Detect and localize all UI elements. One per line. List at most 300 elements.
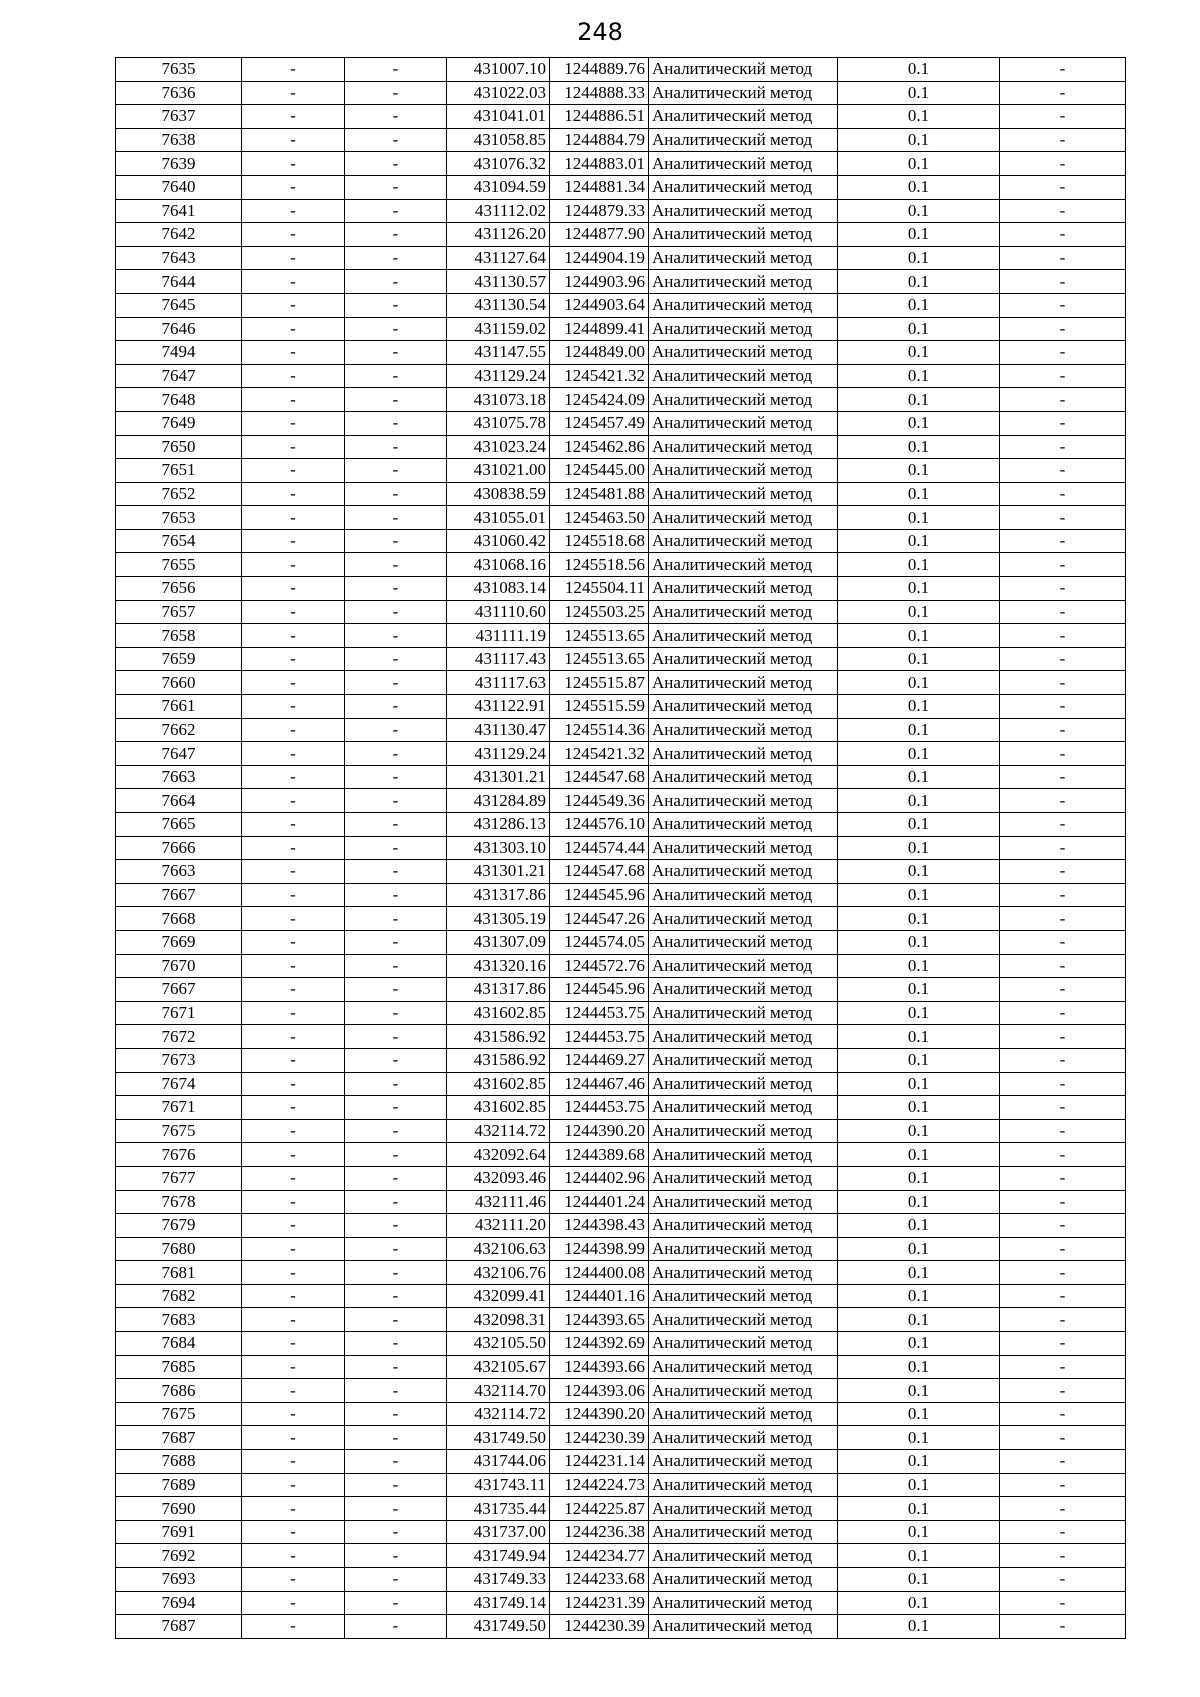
point-id-cell: 7690 [116, 1497, 242, 1521]
blank-cell: - [1000, 883, 1126, 907]
point-id-cell: 7664 [116, 789, 242, 813]
point-id-cell: 7691 [116, 1520, 242, 1544]
blank-cell: - [345, 317, 447, 341]
blank-cell: - [242, 1048, 345, 1072]
blank-cell: - [242, 1214, 345, 1238]
blank-cell: - [345, 1450, 447, 1474]
table-row [116, 435, 1126, 459]
point-id-cell: 7638 [116, 128, 242, 152]
blank-cell: - [345, 435, 447, 459]
blank-cell: - [345, 1355, 447, 1379]
point-id-cell: 7654 [116, 529, 242, 553]
y-coordinate-cell: 1244879.33 [550, 199, 649, 223]
blank-cell: - [1000, 1261, 1126, 1285]
table-row [116, 270, 1126, 294]
blank-cell: - [242, 411, 345, 435]
blank-cell: - [345, 1591, 447, 1615]
blank-cell: - [345, 105, 447, 129]
point-id-cell: 7652 [116, 482, 242, 506]
accuracy-cell: 0.1 [838, 577, 1000, 601]
method-cell: Аналитический метод [649, 836, 838, 860]
blank-cell: - [345, 1214, 447, 1238]
accuracy-cell: 0.1 [838, 671, 1000, 695]
blank-cell: - [1000, 1332, 1126, 1356]
x-coordinate-cell: 431055.01 [447, 506, 550, 530]
blank-cell: - [1000, 506, 1126, 530]
table-row [116, 1025, 1126, 1049]
x-coordinate-cell: 431122.91 [447, 695, 550, 719]
blank-cell: - [1000, 1591, 1126, 1615]
blank-cell: - [345, 577, 447, 601]
point-id-cell: 7650 [116, 435, 242, 459]
method-cell: Аналитический метод [649, 270, 838, 294]
blank-cell: - [345, 907, 447, 931]
method-cell: Аналитический метод [649, 435, 838, 459]
blank-cell: - [1000, 695, 1126, 719]
blank-cell: - [242, 223, 345, 247]
table-row [116, 1119, 1126, 1143]
y-coordinate-cell: 1244545.96 [550, 883, 649, 907]
point-id-cell: 7494 [116, 341, 242, 365]
blank-cell: - [1000, 529, 1126, 553]
method-cell: Аналитический метод [649, 600, 838, 624]
blank-cell: - [345, 1001, 447, 1025]
method-cell: Аналитический метод [649, 883, 838, 907]
blank-cell: - [242, 105, 345, 129]
table-row [116, 1096, 1126, 1120]
y-coordinate-cell: 1244877.90 [550, 223, 649, 247]
blank-cell: - [1000, 411, 1126, 435]
y-coordinate-cell: 1244401.16 [550, 1284, 649, 1308]
method-cell: Аналитический метод [649, 1048, 838, 1072]
accuracy-cell: 0.1 [838, 742, 1000, 766]
y-coordinate-cell: 1244883.01 [550, 152, 649, 176]
point-id-cell: 7693 [116, 1568, 242, 1592]
table-row [116, 1237, 1126, 1261]
x-coordinate-cell: 431286.13 [447, 813, 550, 837]
y-coordinate-cell: 1244400.08 [550, 1261, 649, 1285]
x-coordinate-cell: 431129.24 [447, 364, 550, 388]
table-row [116, 883, 1126, 907]
table-row [116, 1143, 1126, 1167]
x-coordinate-cell: 431075.78 [447, 411, 550, 435]
blank-cell: - [1000, 1402, 1126, 1426]
blank-cell: - [242, 1473, 345, 1497]
point-id-cell: 7641 [116, 199, 242, 223]
blank-cell: - [345, 647, 447, 671]
accuracy-cell: 0.1 [838, 1025, 1000, 1049]
blank-cell: - [242, 553, 345, 577]
table-row [116, 742, 1126, 766]
blank-cell: - [345, 1143, 447, 1167]
x-coordinate-cell: 431126.20 [447, 223, 550, 247]
blank-cell: - [242, 813, 345, 837]
accuracy-cell: 0.1 [838, 1591, 1000, 1615]
y-coordinate-cell: 1244545.96 [550, 978, 649, 1002]
table-row [116, 152, 1126, 176]
point-id-cell: 7678 [116, 1190, 242, 1214]
point-id-cell: 7687 [116, 1426, 242, 1450]
y-coordinate-cell: 1244574.05 [550, 930, 649, 954]
y-coordinate-cell: 1245421.32 [550, 364, 649, 388]
accuracy-cell: 0.1 [838, 81, 1000, 105]
x-coordinate-cell: 431284.89 [447, 789, 550, 813]
table-row [116, 1166, 1126, 1190]
blank-cell: - [242, 1568, 345, 1592]
x-coordinate-cell: 431317.86 [447, 883, 550, 907]
y-coordinate-cell: 1244547.68 [550, 765, 649, 789]
x-coordinate-cell: 431737.00 [447, 1520, 550, 1544]
point-id-cell: 7660 [116, 671, 242, 695]
point-id-cell: 7675 [116, 1119, 242, 1143]
method-cell: Аналитический метод [649, 1332, 838, 1356]
blank-cell: - [345, 411, 447, 435]
x-coordinate-cell: 431305.19 [447, 907, 550, 931]
blank-cell: - [1000, 199, 1126, 223]
x-coordinate-cell: 432114.70 [447, 1379, 550, 1403]
x-coordinate-cell: 431068.16 [447, 553, 550, 577]
point-id-cell: 7636 [116, 81, 242, 105]
blank-cell: - [345, 1261, 447, 1285]
point-id-cell: 7669 [116, 930, 242, 954]
y-coordinate-cell: 1244392.69 [550, 1332, 649, 1356]
point-id-cell: 7658 [116, 624, 242, 648]
point-id-cell: 7645 [116, 293, 242, 317]
table-row [116, 1072, 1126, 1096]
y-coordinate-cell: 1244453.75 [550, 1096, 649, 1120]
table-row [116, 600, 1126, 624]
method-cell: Аналитический метод [649, 529, 838, 553]
method-cell: Аналитический метод [649, 1284, 838, 1308]
blank-cell: - [1000, 459, 1126, 483]
table-row [116, 1544, 1126, 1568]
blank-cell: - [1000, 1166, 1126, 1190]
accuracy-cell: 0.1 [838, 1166, 1000, 1190]
blank-cell: - [242, 1332, 345, 1356]
point-id-cell: 7637 [116, 105, 242, 129]
method-cell: Аналитический метод [649, 1355, 838, 1379]
accuracy-cell: 0.1 [838, 1001, 1000, 1025]
point-id-cell: 7657 [116, 600, 242, 624]
table-row [116, 1332, 1126, 1356]
method-cell: Аналитический метод [649, 954, 838, 978]
accuracy-cell: 0.1 [838, 341, 1000, 365]
blank-cell: - [1000, 1355, 1126, 1379]
y-coordinate-cell: 1244903.64 [550, 293, 649, 317]
y-coordinate-cell: 1244889.76 [550, 58, 649, 82]
table-row [116, 836, 1126, 860]
blank-cell: - [345, 1497, 447, 1521]
blank-cell: - [242, 1166, 345, 1190]
accuracy-cell: 0.1 [838, 58, 1000, 82]
blank-cell: - [242, 1615, 345, 1639]
accuracy-cell: 0.1 [838, 978, 1000, 1002]
y-coordinate-cell: 1244903.96 [550, 270, 649, 294]
accuracy-cell: 0.1 [838, 105, 1000, 129]
method-cell: Аналитический метод [649, 789, 838, 813]
table-row [116, 223, 1126, 247]
point-id-cell: 7653 [116, 506, 242, 530]
point-id-cell: 7651 [116, 459, 242, 483]
y-coordinate-cell: 1244453.75 [550, 1001, 649, 1025]
blank-cell: - [345, 1237, 447, 1261]
accuracy-cell: 0.1 [838, 482, 1000, 506]
x-coordinate-cell: 431749.94 [447, 1544, 550, 1568]
x-coordinate-cell: 431159.02 [447, 317, 550, 341]
method-cell: Аналитический метод [649, 128, 838, 152]
method-cell: Аналитический метод [649, 695, 838, 719]
table-row [116, 293, 1126, 317]
method-cell: Аналитический метод [649, 1119, 838, 1143]
method-cell: Аналитический метод [649, 411, 838, 435]
blank-cell: - [1000, 1379, 1126, 1403]
blank-cell: - [242, 506, 345, 530]
y-coordinate-cell: 1245515.87 [550, 671, 649, 695]
blank-cell: - [1000, 671, 1126, 695]
table-row [116, 1379, 1126, 1403]
table-row [116, 1402, 1126, 1426]
y-coordinate-cell: 1244547.26 [550, 907, 649, 931]
y-coordinate-cell: 1245445.00 [550, 459, 649, 483]
point-id-cell: 7661 [116, 695, 242, 719]
method-cell: Аналитический метод [649, 624, 838, 648]
x-coordinate-cell: 431094.59 [447, 175, 550, 199]
point-id-cell: 7679 [116, 1214, 242, 1238]
table-row [116, 624, 1126, 648]
y-coordinate-cell: 1244576.10 [550, 813, 649, 837]
blank-cell: - [1000, 718, 1126, 742]
blank-cell: - [345, 836, 447, 860]
table-row [116, 789, 1126, 813]
point-id-cell: 7672 [116, 1025, 242, 1049]
blank-cell: - [242, 836, 345, 860]
blank-cell: - [1000, 647, 1126, 671]
accuracy-cell: 0.1 [838, 529, 1000, 553]
table-row [116, 1308, 1126, 1332]
accuracy-cell: 0.1 [838, 1261, 1000, 1285]
table-row [116, 1214, 1126, 1238]
accuracy-cell: 0.1 [838, 600, 1000, 624]
blank-cell: - [242, 1001, 345, 1025]
blank-cell: - [242, 978, 345, 1002]
point-id-cell: 7686 [116, 1379, 242, 1403]
x-coordinate-cell: 431058.85 [447, 128, 550, 152]
blank-cell: - [242, 930, 345, 954]
point-id-cell: 7670 [116, 954, 242, 978]
blank-cell: - [345, 1119, 447, 1143]
blank-cell: - [242, 1591, 345, 1615]
accuracy-cell: 0.1 [838, 1143, 1000, 1167]
blank-cell: - [345, 223, 447, 247]
blank-cell: - [345, 1308, 447, 1332]
table-row [116, 1591, 1126, 1615]
blank-cell: - [345, 600, 447, 624]
blank-cell: - [242, 1119, 345, 1143]
blank-cell: - [242, 293, 345, 317]
table-row [116, 58, 1126, 82]
y-coordinate-cell: 1245515.59 [550, 695, 649, 719]
x-coordinate-cell: 432093.46 [447, 1166, 550, 1190]
table-row [116, 175, 1126, 199]
blank-cell: - [1000, 742, 1126, 766]
blank-cell: - [242, 624, 345, 648]
table-row [116, 411, 1126, 435]
blank-cell: - [1000, 1072, 1126, 1096]
method-cell: Аналитический метод [649, 1308, 838, 1332]
method-cell: Аналитический метод [649, 482, 838, 506]
blank-cell: - [345, 978, 447, 1002]
y-coordinate-cell: 1244234.77 [550, 1544, 649, 1568]
method-cell: Аналитический метод [649, 1497, 838, 1521]
blank-cell: - [345, 175, 447, 199]
blank-cell: - [345, 388, 447, 412]
accuracy-cell: 0.1 [838, 836, 1000, 860]
accuracy-cell: 0.1 [838, 553, 1000, 577]
blank-cell: - [345, 364, 447, 388]
table-row [116, 105, 1126, 129]
table-row [116, 388, 1126, 412]
x-coordinate-cell: 432092.64 [447, 1143, 550, 1167]
point-id-cell: 7656 [116, 577, 242, 601]
method-cell: Аналитический метод [649, 1190, 838, 1214]
point-id-cell: 7642 [116, 223, 242, 247]
x-coordinate-cell: 431586.92 [447, 1025, 550, 1049]
x-coordinate-cell: 432098.31 [447, 1308, 550, 1332]
x-coordinate-cell: 431041.01 [447, 105, 550, 129]
point-id-cell: 7668 [116, 907, 242, 931]
blank-cell: - [242, 482, 345, 506]
blank-cell: - [242, 246, 345, 270]
table-row [116, 1497, 1126, 1521]
accuracy-cell: 0.1 [838, 1615, 1000, 1639]
blank-cell: - [345, 1284, 447, 1308]
accuracy-cell: 0.1 [838, 789, 1000, 813]
method-cell: Аналитический метод [649, 1261, 838, 1285]
blank-cell: - [242, 1261, 345, 1285]
x-coordinate-cell: 431602.85 [447, 1072, 550, 1096]
method-cell: Аналитический метод [649, 1568, 838, 1592]
blank-cell: - [345, 459, 447, 483]
accuracy-cell: 0.1 [838, 223, 1000, 247]
table-row [116, 930, 1126, 954]
method-cell: Аналитический метод [649, 1096, 838, 1120]
method-cell: Аналитический метод [649, 718, 838, 742]
table-row [116, 1450, 1126, 1474]
blank-cell: - [242, 128, 345, 152]
blank-cell: - [345, 553, 447, 577]
point-id-cell: 7663 [116, 765, 242, 789]
blank-cell: - [1000, 1520, 1126, 1544]
x-coordinate-cell: 431147.55 [447, 341, 550, 365]
method-cell: Аналитический метод [649, 1426, 838, 1450]
point-id-cell: 7671 [116, 1001, 242, 1025]
accuracy-cell: 0.1 [838, 1379, 1000, 1403]
point-id-cell: 7647 [116, 742, 242, 766]
blank-cell: - [242, 1143, 345, 1167]
accuracy-cell: 0.1 [838, 1544, 1000, 1568]
blank-cell: - [1000, 1237, 1126, 1261]
x-coordinate-cell: 431130.57 [447, 270, 550, 294]
blank-cell: - [345, 695, 447, 719]
blank-cell: - [242, 1520, 345, 1544]
y-coordinate-cell: 1245518.56 [550, 553, 649, 577]
table-row [116, 246, 1126, 270]
method-cell: Аналитический метод [649, 1025, 838, 1049]
method-cell: Аналитический метод [649, 1166, 838, 1190]
x-coordinate-cell: 432099.41 [447, 1284, 550, 1308]
table-body [116, 58, 1126, 1639]
blank-cell: - [345, 341, 447, 365]
method-cell: Аналитический метод [649, 1379, 838, 1403]
blank-cell: - [1000, 152, 1126, 176]
method-cell: Аналитический метод [649, 341, 838, 365]
y-coordinate-cell: 1244886.51 [550, 105, 649, 129]
blank-cell: - [1000, 1001, 1126, 1025]
blank-cell: - [1000, 1497, 1126, 1521]
x-coordinate-cell: 431320.16 [447, 954, 550, 978]
x-coordinate-cell: 432106.63 [447, 1237, 550, 1261]
blank-cell: - [1000, 81, 1126, 105]
accuracy-cell: 0.1 [838, 1426, 1000, 1450]
method-cell: Аналитический метод [649, 1615, 838, 1639]
y-coordinate-cell: 1244393.65 [550, 1308, 649, 1332]
accuracy-cell: 0.1 [838, 364, 1000, 388]
blank-cell: - [1000, 270, 1126, 294]
accuracy-cell: 0.1 [838, 860, 1000, 884]
blank-cell: - [345, 529, 447, 553]
blank-cell: - [242, 1355, 345, 1379]
blank-cell: - [242, 789, 345, 813]
blank-cell: - [242, 1096, 345, 1120]
method-cell: Аналитический метод [649, 58, 838, 82]
blank-cell: - [242, 270, 345, 294]
table-row [116, 671, 1126, 695]
y-coordinate-cell: 1245463.50 [550, 506, 649, 530]
blank-cell: - [1000, 317, 1126, 341]
accuracy-cell: 0.1 [838, 1332, 1000, 1356]
method-cell: Аналитический метод [649, 1237, 838, 1261]
blank-cell: - [345, 1025, 447, 1049]
accuracy-cell: 0.1 [838, 506, 1000, 530]
blank-cell: - [345, 954, 447, 978]
y-coordinate-cell: 1245481.88 [550, 482, 649, 506]
x-coordinate-cell: 431117.63 [447, 671, 550, 695]
y-coordinate-cell: 1244393.06 [550, 1379, 649, 1403]
x-coordinate-cell: 431602.85 [447, 1096, 550, 1120]
point-id-cell: 7675 [116, 1402, 242, 1426]
x-coordinate-cell: 431301.21 [447, 765, 550, 789]
x-coordinate-cell: 431749.50 [447, 1615, 550, 1639]
y-coordinate-cell: 1245462.86 [550, 435, 649, 459]
x-coordinate-cell: 431073.18 [447, 388, 550, 412]
point-id-cell: 7684 [116, 1332, 242, 1356]
x-coordinate-cell: 431749.50 [447, 1426, 550, 1450]
blank-cell: - [242, 459, 345, 483]
blank-cell: - [242, 1025, 345, 1049]
accuracy-cell: 0.1 [838, 388, 1000, 412]
blank-cell: - [1000, 175, 1126, 199]
blank-cell: - [345, 789, 447, 813]
point-id-cell: 7665 [116, 813, 242, 837]
blank-cell: - [242, 671, 345, 695]
blank-cell: - [1000, 128, 1126, 152]
y-coordinate-cell: 1245504.11 [550, 577, 649, 601]
y-coordinate-cell: 1244888.33 [550, 81, 649, 105]
x-coordinate-cell: 431060.42 [447, 529, 550, 553]
method-cell: Аналитический метод [649, 765, 838, 789]
blank-cell: - [345, 813, 447, 837]
blank-cell: - [345, 742, 447, 766]
